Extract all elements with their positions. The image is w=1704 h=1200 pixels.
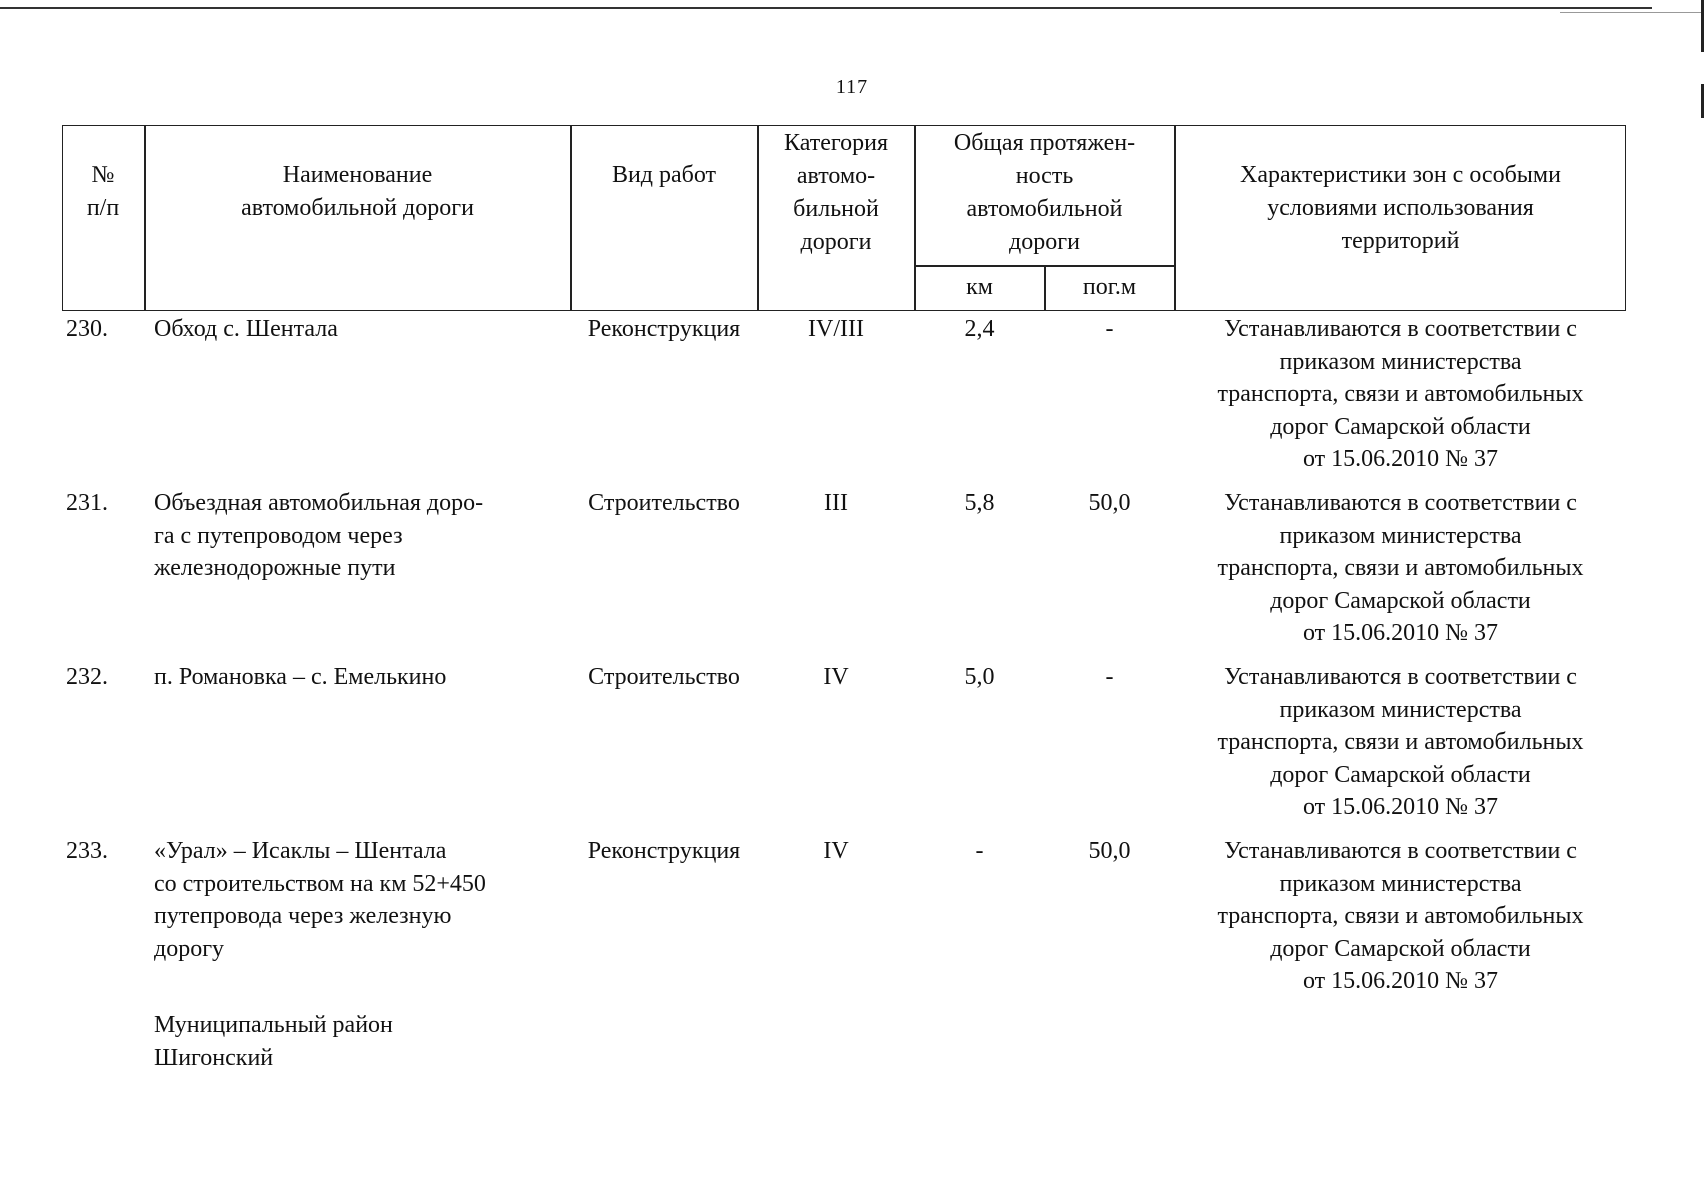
header-km: км [966,274,993,300]
road-category: IV [823,664,849,690]
zone-characteristics: Устанавливаются в соответствии с приказом министерства транспорта, связи и автомобильных дорог Самарской области от 15.06.2010 № 37 [1217,316,1584,472]
top-scan-rule [0,7,1652,9]
length-m: 50,0 [1088,838,1131,864]
row-number: 233. [66,838,108,864]
road-name: Объездная автомобильная доро- га с путепроводом через железнодорожные пути [154,490,484,581]
length-km: 5,8 [964,490,995,516]
zone-characteristics: Устанавливаются в соответствии с приказом министерства транспорта, связи и автомобильных дорог Самарской области от 15.06.2010 № 37 [1217,664,1584,820]
page-number: 117 [835,76,869,98]
road-category: III [824,490,848,516]
work-type: Строительство [588,490,740,516]
length-km: 5,0 [964,664,995,690]
top-scan-rule-right [1560,12,1704,13]
work-type: Строительство [588,664,740,690]
length-km: - [975,838,984,864]
road-category: IV/III [808,316,864,342]
length-m: 50,0 [1088,490,1131,516]
road-name: «Урал» – Исаклы – Шентала со строительством на км 52+450 путепровода через железную дорогу [154,838,486,962]
length-m: - [1105,316,1114,342]
length-m: - [1105,664,1114,690]
header-road-name: Наименование автомобильной дороги [241,162,474,221]
road-name: Обход с. Шентала [154,316,338,342]
header-num: № п/п [86,162,120,221]
work-type: Реконструкция [587,838,741,864]
row-number: 232. [66,664,108,690]
length-km: 2,4 [964,316,995,342]
row-number: 231. [66,490,108,516]
zone-characteristics: Устанавливаются в соответствии с приказом министерства транспорта, связи и автомобильных дорог Самарской области от 15.06.2010 № 37 [1217,490,1584,646]
road-category: IV [823,838,849,864]
row-number: 230. [66,316,108,342]
header-total-length: Общая протяжен- ность автомобильной дороги [953,130,1136,255]
header-work-type: Вид работ [611,162,717,188]
header-zones: Характеристики зон с особыми условиями использования территорий [1240,162,1561,254]
header-m: пог.м [1082,274,1137,300]
header-subrule [914,265,1175,267]
header-divider [570,125,572,311]
header-category: Категория автомо- бильной дороги [784,130,888,255]
section-title: Муниципальный район Шигонский [154,1012,393,1071]
road-name: п. Романовка – с. Емелькино [154,664,447,690]
zone-characteristics: Устанавливаются в соответствии с приказом министерства транспорта, связи и автомобильных дорог Самарской области от 15.06.2010 № 37 [1217,838,1584,994]
work-type: Реконструкция [587,316,741,342]
